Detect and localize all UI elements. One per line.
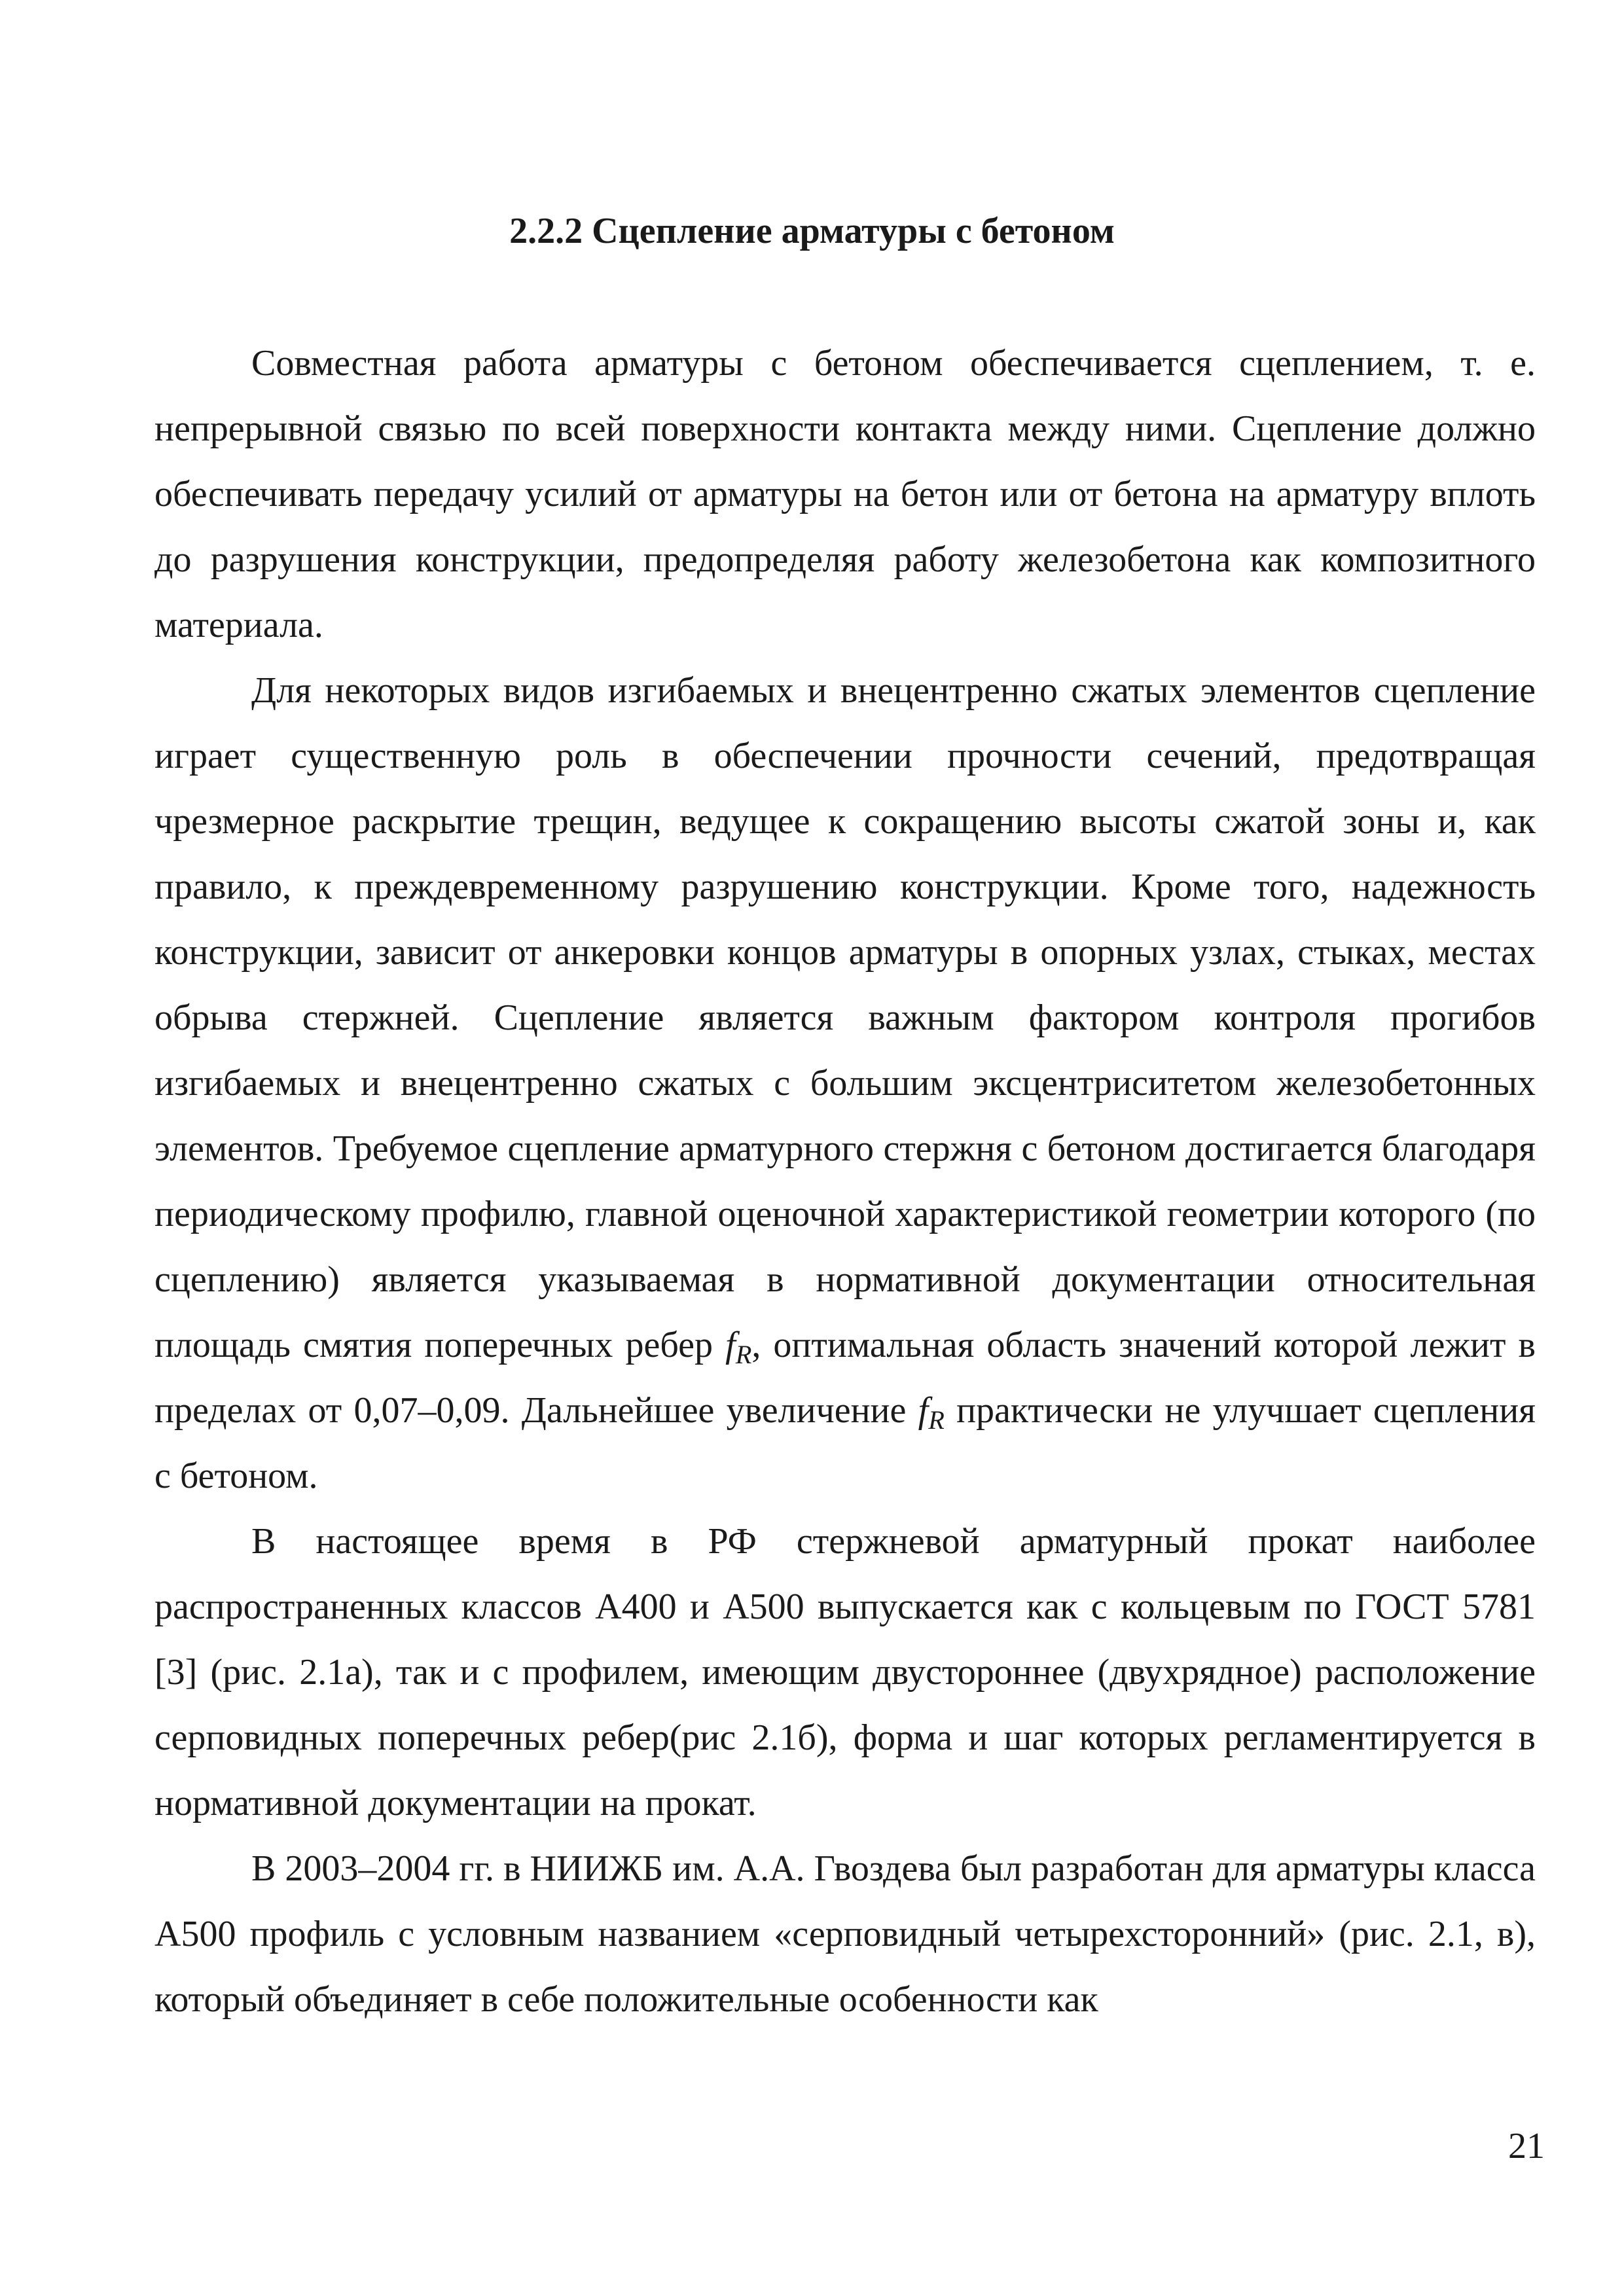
fr-symbol-1 xyxy=(725,1325,752,1370)
paragraph-2-text-middle: , оптимальная область значений которой лежит в пределах от 0,07–0,09. Дальнейшее увеличение xyxy=(154,1325,1536,1431)
fr-symbol-2 xyxy=(918,1390,945,1435)
paragraph-2-text-start: Для некоторых видов изгибаемых и внецентренно сжатых элементов сцепление играет существенную роль в обеспечении прочности сечений, предотвращая чрезмерное раскрытие трещин, ведущее к сокращению высоты сжатой зоны и, как правило, к преждевременному разрушению конструкции. Кроме того, надежность конструкции, зависит от анкеровки концов арматуры в опорных узлах, стыках, местах обрыва стержней. Сцепление является важным фактором контроля прогибов изгибаемых и внецентренно сжатых с большим эксцентриситетом железобетонных элементов. Требуемое сцепление арматурного стержня с бетоном достигается благодаря периодическому профилю, главной оценочной характеристикой геометрии которого (по сцеплению) является указываемая в нормативной документации относительная площадь смятия поперечных ребер xyxy=(154,670,1536,1365)
page-number: 21 xyxy=(1508,2126,1545,2166)
paragraph-2-text-end: практически не улучшает сцепления с бетоном. xyxy=(154,1390,1536,1496)
paragraph-1: Совместная работа арматуры с бетоном обеспечивается сцеплением, т. е. непрерывной связью по всей поверхности контакта между ними. Сцепление должно обеспечивать передачу усилий от арматуры на бетон или от бетона на арматуру вплоть до разрушения конструкции, предопределяя работу железобетона как композитного материала. xyxy=(154,343,1536,645)
fr-symbol-subscript: R xyxy=(735,1340,752,1370)
fr-symbol-subscript: R xyxy=(928,1405,945,1435)
fr-symbol-letter: f xyxy=(918,1390,929,1431)
body-text xyxy=(154,331,1536,2032)
paragraph-4: В 2003–2004 гг. в НИИЖБ им. А.А. Гвоздева был разработан для арматуры класса А500 профиль с условным названием «серповидный четырехсторонний» (рис. 2.1, в), который объединяет в себе положительные особенности как xyxy=(154,1848,1536,2020)
paragraph-2 xyxy=(154,658,1536,1509)
fr-symbol-letter: f xyxy=(725,1325,736,1365)
section-heading: 2.2.2 Сцепление арматуры с бетоном xyxy=(509,211,1115,251)
paragraph-3: В настоящее время в РФ стержневой арматурный прокат наиболее распространенных классов А400 и А500 выпускается как с кольцевым по ГОСТ 5781 [3] (рис. 2.1а), так и с профилем, имеющим двустороннее (двухрядное) расположение серповидных поперечных ребер(рис 2.1б), форма и шаг которых регламентируется в нормативной документации на прокат. xyxy=(154,1521,1536,1823)
